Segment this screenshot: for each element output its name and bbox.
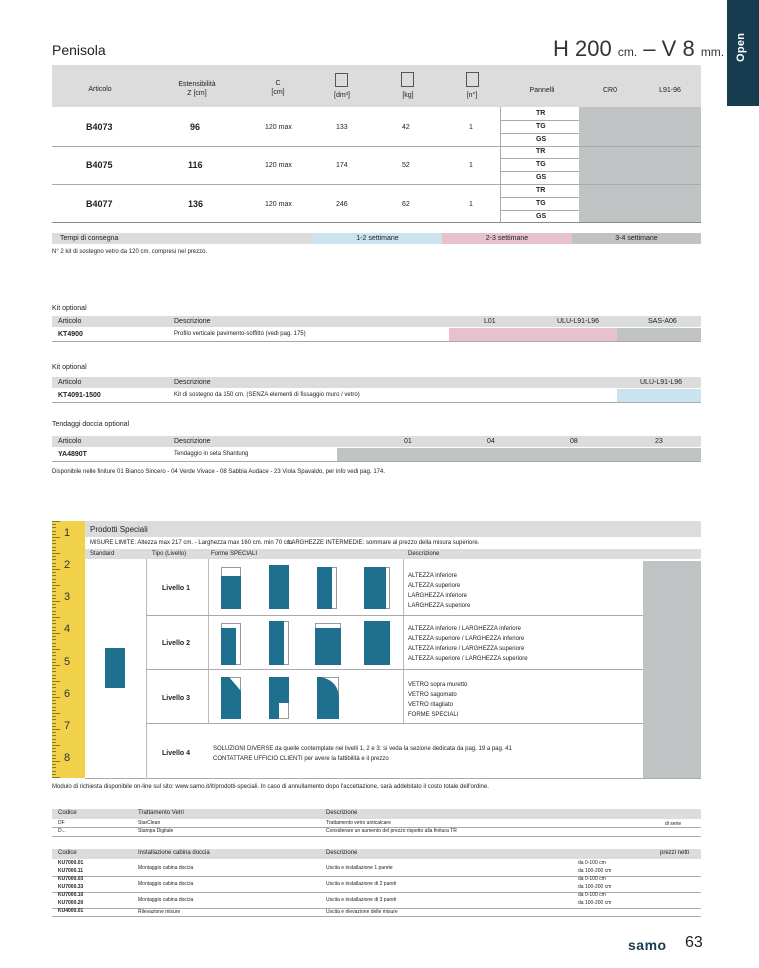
speciali-title-band bbox=[85, 521, 701, 537]
level-1-desc bbox=[408, 571, 470, 611]
speciali-col-border bbox=[403, 559, 404, 723]
ruler-tick bbox=[52, 774, 56, 775]
ruler-tick bbox=[52, 652, 56, 653]
ruler-tick bbox=[52, 585, 60, 586]
header-estensibilita-unit: Z [cm] bbox=[187, 90, 207, 97]
panel-code: GS bbox=[536, 213, 547, 220]
standard-glass-shape bbox=[105, 648, 125, 688]
panel-code: TG bbox=[536, 200, 546, 207]
header-pieces-unit: [n°] bbox=[466, 92, 478, 99]
trattamento-h-name: Trattamento Vetri bbox=[138, 810, 184, 816]
ruler-tick bbox=[52, 681, 60, 682]
ruler-number: 1 bbox=[64, 527, 71, 539]
ruler-tick bbox=[52, 662, 56, 663]
panel-divider bbox=[500, 197, 579, 198]
ruler-tick bbox=[52, 739, 56, 740]
trattamento-desc: Considerare un aumento del prezzo rispetto alla finitura TR bbox=[326, 828, 457, 834]
delivery-1-2 bbox=[313, 233, 442, 244]
ruler-tick bbox=[52, 531, 56, 532]
section-tab bbox=[727, 0, 759, 106]
delivery-3-4-label: 3-4 settimane bbox=[615, 235, 658, 242]
level-3-desc bbox=[408, 680, 467, 720]
ruler-tick bbox=[52, 623, 56, 624]
special-shape bbox=[221, 576, 241, 609]
kit1-code: KT4900 bbox=[58, 331, 83, 338]
installazione-code: KU7000.10 bbox=[58, 892, 84, 898]
weight-icon bbox=[401, 72, 414, 87]
installazione-rows bbox=[52, 860, 701, 916]
installazione-code: KU7000.11 bbox=[58, 868, 84, 874]
speciali-h-desc: Descrizione bbox=[408, 551, 440, 557]
kit1-header bbox=[52, 316, 701, 327]
kit2-h-ulu: ULU-L91-L96 bbox=[640, 379, 683, 386]
row-weight: 52 bbox=[402, 162, 410, 169]
kit2-price-ulu bbox=[617, 389, 701, 402]
special-shape bbox=[364, 621, 390, 665]
header-l91: L91-96 bbox=[659, 87, 681, 94]
level-desc-line: VETRO ritagliato bbox=[408, 702, 454, 708]
tendaggi-price bbox=[337, 448, 701, 461]
trattamento-code: DF bbox=[58, 820, 65, 826]
special-shape bbox=[317, 567, 332, 609]
ruler-tick bbox=[52, 758, 56, 759]
speciali-col-border bbox=[208, 559, 209, 723]
measuring-tape bbox=[52, 521, 85, 778]
ruler-tick bbox=[52, 655, 56, 656]
ruler-tick bbox=[52, 755, 56, 756]
ruler-tick bbox=[52, 719, 56, 720]
level-desc-line: ALTEZZA inferiore / LARGHEZZA superiore bbox=[408, 646, 525, 652]
ruler-tick bbox=[52, 543, 56, 544]
price-column-bg bbox=[579, 107, 701, 223]
height-unit: cm. bbox=[617, 45, 638, 59]
kit2-desc: Kit di sostegno da 150 cm. (SENZA elementi di fissaggio muro / vetro) bbox=[174, 392, 360, 398]
ruler-tick bbox=[52, 559, 56, 560]
tendaggi-header bbox=[52, 436, 701, 447]
row-volume: 133 bbox=[336, 124, 348, 131]
ruler-number: 2 bbox=[64, 559, 71, 572]
special-shape bbox=[315, 628, 341, 665]
panel-code: GS bbox=[536, 136, 547, 143]
panel-divider bbox=[500, 171, 579, 172]
ruler-tick bbox=[52, 521, 60, 522]
speciali-h-tipo: Tipo (Livello) bbox=[152, 551, 187, 557]
kit1-price-l01 bbox=[449, 328, 617, 341]
kit2-h-descrizione: Descrizione bbox=[174, 379, 211, 386]
ruler-number: 6 bbox=[64, 687, 71, 700]
tendaggi-desc: Tendaggio in seta Shantung bbox=[174, 451, 249, 457]
installazione-desc: Uscita e installazione di 2 pareti bbox=[326, 881, 397, 887]
kit1-label: Kit optional bbox=[52, 305, 87, 312]
speciali-limits: MISURE LIMITE: Altezza max 217 cm. - Larghezza max 160 cm. min 70 cm. bbox=[90, 540, 294, 546]
ruler-tick bbox=[52, 771, 56, 772]
panel-code: TR bbox=[536, 148, 546, 155]
ruler-tick bbox=[52, 684, 56, 685]
ruler-tick bbox=[52, 579, 56, 580]
row-c: 120 max bbox=[265, 201, 292, 208]
trattamento-h-codice: Codice bbox=[58, 810, 77, 816]
row-code: B4075 bbox=[86, 160, 113, 170]
level-4-desc bbox=[213, 744, 512, 764]
ruler-tick bbox=[52, 742, 56, 743]
special-shape bbox=[364, 567, 386, 609]
level-name: Livello 2 bbox=[162, 640, 191, 647]
brand-logo: samo bbox=[628, 937, 667, 953]
trattamento-bottom bbox=[52, 836, 701, 837]
level-desc-line: CONTATTARE UFFICIO CLIENTI per avere la fattibilità e il prezzo bbox=[213, 756, 389, 762]
pieces-icon bbox=[466, 72, 479, 87]
ruler-tick bbox=[52, 767, 56, 768]
page-title: Penisola bbox=[52, 42, 106, 58]
header-estensibilita-label: Estensibilità bbox=[178, 81, 216, 88]
row-c: 120 max bbox=[265, 162, 292, 169]
ruler-tick bbox=[52, 633, 60, 634]
installazione-name: Montaggio cabina doccia bbox=[138, 865, 194, 871]
level-desc-line: ALTEZZA inferiore / LARGHEZZA inferiore bbox=[408, 626, 521, 632]
row-code: B4073 bbox=[86, 122, 113, 132]
row-pieces: 1 bbox=[469, 124, 473, 131]
row-code: B4077 bbox=[86, 199, 113, 209]
ruler-tick bbox=[52, 556, 56, 557]
tendaggi-h-04: 04 bbox=[487, 438, 495, 445]
ruler-tick bbox=[52, 735, 56, 736]
ruler-tick bbox=[52, 694, 56, 695]
installazione-name: Montaggio cabina doccia bbox=[138, 897, 194, 903]
ruler-tick bbox=[52, 588, 56, 589]
row-weight: 62 bbox=[402, 201, 410, 208]
ruler-tick bbox=[52, 569, 60, 570]
speciali-h-forme: Forme SPECIALI bbox=[211, 551, 258, 557]
special-shape bbox=[269, 565, 289, 609]
ruler-tick bbox=[52, 761, 60, 762]
header-c bbox=[258, 79, 298, 97]
row-volume: 246 bbox=[336, 201, 348, 208]
trattamento-code: D... bbox=[58, 828, 66, 834]
arched-glass-shape bbox=[317, 677, 339, 719]
ruler-number: 7 bbox=[64, 719, 71, 732]
page-number: 63 bbox=[685, 934, 703, 951]
level-desc-line: VETRO sagomato bbox=[408, 692, 457, 698]
installazione-divider bbox=[52, 916, 701, 917]
tendaggi-h-08: 08 bbox=[570, 438, 578, 445]
dims-separator: – bbox=[637, 36, 662, 61]
ruler-number: 5 bbox=[64, 655, 71, 668]
ruler-tick bbox=[52, 777, 60, 778]
installazione-h-codice: Codice bbox=[58, 850, 77, 856]
trattamento-desc: Trattamento vetro anticalcare bbox=[326, 820, 391, 826]
ruler-tick bbox=[52, 751, 56, 752]
ruler-tick bbox=[52, 649, 60, 650]
tendaggi-h-01: 01 bbox=[404, 438, 412, 445]
section-tab-label: Open bbox=[735, 32, 747, 62]
ruler-tick bbox=[52, 748, 56, 749]
ruler-tick bbox=[52, 611, 56, 612]
ruler-tick bbox=[52, 636, 56, 637]
main-table-note: N° 2 kit di sostegno vetro da 120 cm. compresi nel prezzo. bbox=[52, 249, 208, 255]
panel-divider bbox=[500, 210, 579, 211]
delivery-2-3 bbox=[442, 233, 572, 244]
speciali-title: Prodotti Speciali bbox=[90, 525, 148, 534]
tendaggi-h-23: 23 bbox=[655, 438, 663, 445]
kit1-h-ulu: ULU-L91-L96 bbox=[557, 318, 600, 325]
level-desc-line: ALTEZZA superiore / LARGHEZZA inferiore bbox=[408, 636, 525, 642]
ruler-tick bbox=[52, 713, 60, 714]
installazione-range: da 100-200 cm bbox=[578, 868, 612, 874]
header-volume-unit: [dm³] bbox=[334, 92, 350, 99]
panel-code: TR bbox=[536, 187, 546, 194]
installazione-range: da 0-100 cm bbox=[578, 892, 606, 898]
delivery-label: Tempi di consegna bbox=[60, 235, 119, 242]
tendaggi-code: YA4890T bbox=[58, 451, 87, 458]
tendaggi-label: Tendaggi doccia optional bbox=[52, 421, 130, 428]
ruler-tick bbox=[52, 697, 60, 698]
installazione-code: KU4000.01 bbox=[58, 908, 84, 914]
installazione-code: KU7000.03 bbox=[58, 876, 84, 882]
kit2-label: Kit optional bbox=[52, 364, 87, 371]
tendaggi-h-articolo: Articolo bbox=[58, 438, 82, 445]
installazione-range: da 0-100 cm bbox=[578, 876, 606, 882]
ruler-tick bbox=[52, 627, 56, 628]
ruler-tick bbox=[52, 646, 56, 647]
ruler-tick bbox=[52, 575, 56, 576]
ruler-tick bbox=[52, 630, 56, 631]
kit1-price-sas bbox=[617, 328, 701, 341]
panel-divider bbox=[500, 158, 579, 159]
ruler-number: 4 bbox=[64, 623, 71, 636]
installazione-header bbox=[52, 849, 701, 859]
special-shape bbox=[269, 621, 284, 665]
speciali-price-col bbox=[643, 561, 701, 778]
panel-divider bbox=[500, 120, 579, 121]
ruler-tick bbox=[52, 678, 56, 679]
level-divider bbox=[146, 723, 643, 724]
level-desc-line: SOLUZIONI DIVERSE da quelle contemplate nei livelli 1, 2 e 3: si veda la sezione dedicata da pag. 19 a pag. 41 bbox=[213, 746, 512, 752]
special-shape bbox=[221, 628, 236, 665]
level-desc-line: ALTEZZA superiore bbox=[408, 583, 461, 589]
level-name: Livello 4 bbox=[162, 750, 191, 757]
header-cr0: CR0 bbox=[602, 87, 617, 94]
panel-code: GS bbox=[536, 174, 547, 181]
ruler-tick bbox=[52, 729, 60, 730]
level-name: Livello 3 bbox=[162, 695, 191, 702]
sloped-glass-shape bbox=[221, 677, 241, 719]
kit1-h-sas: SAS-A06 bbox=[648, 318, 677, 325]
ruler-tick bbox=[52, 598, 56, 599]
installazione-range: da 100-200 cm bbox=[578, 884, 612, 890]
row-z: 96 bbox=[190, 122, 201, 132]
panel-code: TG bbox=[536, 123, 546, 130]
row-divider bbox=[52, 222, 701, 223]
ruler-tick bbox=[52, 723, 56, 724]
row-z: 136 bbox=[188, 199, 204, 209]
ruler-tick bbox=[52, 687, 56, 688]
kit1-desc: Profilo verticale pavimento-soffitto (vedi pag. 175) bbox=[174, 331, 306, 337]
ruler-tick bbox=[52, 665, 60, 666]
trattamento-name: Stampa Digitale bbox=[138, 828, 174, 834]
kit2-bottom bbox=[52, 402, 701, 403]
header-estensibilita bbox=[165, 80, 229, 98]
ruler-tick bbox=[52, 703, 56, 704]
installazione-desc: Uscita e installazione di 3 pareti bbox=[326, 897, 397, 903]
ruler-tick bbox=[52, 550, 56, 551]
ruler-tick bbox=[52, 659, 56, 660]
ruler-tick bbox=[52, 668, 56, 669]
ruler-tick bbox=[52, 639, 56, 640]
panel-code: TR bbox=[536, 110, 546, 117]
installazione-desc: Uscita e installazione 1 parete bbox=[326, 865, 393, 871]
ruler-tick bbox=[52, 732, 56, 733]
ruler-tick bbox=[52, 595, 56, 596]
ruler-tick bbox=[52, 607, 56, 608]
speciali-note: Modulo di richiesta disponibile on-line sul sito: www.samo.it/it/prodotti-speciali. In caso di annullamento dopo l'accettazione, sarà addebitato il costo totale dell'ordine. bbox=[52, 784, 489, 790]
ruler-number: 8 bbox=[64, 751, 71, 764]
kit2-code: KT4091-1500 bbox=[58, 392, 101, 399]
height-value: H 200 bbox=[553, 36, 612, 61]
tendaggi-note: Disponibile nelle finiture 01 Bianco Sincero - 04 Verde Vivace - 08 Sabbia Audace - 23 Viola Spavaldo, per info vedi pag. 174. bbox=[52, 469, 385, 475]
ruler-tick bbox=[52, 537, 60, 538]
panel-col-left-border bbox=[500, 107, 501, 223]
installazione-name: Montaggio cabina doccia bbox=[138, 881, 194, 887]
panel-divider bbox=[500, 133, 579, 134]
header-pannelli: Pannelli bbox=[529, 87, 555, 94]
ruler-tick bbox=[52, 563, 56, 564]
level-divider bbox=[146, 615, 643, 616]
trattamento-extra: di serie bbox=[665, 821, 682, 827]
ruler-tick bbox=[52, 726, 56, 727]
kit1-h-articolo: Articolo bbox=[58, 318, 82, 325]
ruler-tick bbox=[52, 566, 56, 567]
ruler-tick bbox=[52, 675, 56, 676]
row-weight: 42 bbox=[402, 124, 410, 131]
ruler-number: 3 bbox=[64, 591, 71, 604]
ruler-tick bbox=[52, 745, 60, 746]
row-z: 116 bbox=[188, 160, 203, 170]
level-desc-line: LARGHEZZA superiore bbox=[408, 603, 471, 609]
dimensions-heading bbox=[553, 36, 724, 62]
installazione-desc: Uscita e rilevazione delle misure bbox=[326, 909, 398, 915]
kit2-h-articolo: Articolo bbox=[58, 379, 82, 386]
ruler-tick bbox=[52, 601, 60, 602]
header-c-unit: [cm] bbox=[271, 89, 285, 96]
header-weight-unit: [kg] bbox=[402, 92, 414, 99]
delivery-1-2-label: 1-2 settimane bbox=[356, 235, 399, 242]
kit1-bottom bbox=[52, 341, 701, 342]
level-desc-line: FORME SPECIALI bbox=[408, 712, 459, 718]
installazione-h-name: Installazione cabina doccia bbox=[138, 850, 210, 856]
row-pieces: 1 bbox=[469, 162, 473, 169]
installazione-range: da 0-100 cm bbox=[578, 860, 606, 866]
special-shape bbox=[269, 677, 289, 703]
ruler-tick bbox=[52, 614, 56, 615]
installazione-code: KU7000.20 bbox=[58, 900, 84, 906]
installazione-h-prezzi: prezzi netti bbox=[660, 850, 690, 856]
tendaggi-bottom bbox=[52, 461, 701, 462]
ruler-tick bbox=[52, 547, 56, 548]
ruler-tick bbox=[52, 617, 60, 618]
installazione-range: da 100-200 cm bbox=[578, 900, 612, 906]
ruler-tick bbox=[52, 643, 56, 644]
speciali-intermediate: LARGHEZZE INTERMEDIE: sommare al prezzo della misura superiore. bbox=[288, 540, 480, 546]
row-divider bbox=[52, 146, 701, 147]
row-divider bbox=[52, 184, 701, 185]
level-desc-line: ALTEZZA superiore / LARGHEZZA superiore bbox=[408, 656, 528, 662]
ruler-tick bbox=[52, 524, 56, 525]
level-name: Livello 1 bbox=[162, 585, 191, 592]
volume-icon bbox=[335, 73, 348, 87]
trattamento-name: StarClean bbox=[138, 820, 161, 826]
tendaggi-h-descrizione: Descrizione bbox=[174, 438, 211, 445]
kit2-header bbox=[52, 377, 701, 388]
installazione-code: KU7000.33 bbox=[58, 884, 84, 890]
ruler-tick bbox=[52, 691, 56, 692]
ruler-tick bbox=[52, 764, 56, 765]
ruler-tick bbox=[52, 572, 56, 573]
thickness-unit: mm. bbox=[700, 45, 725, 59]
header-c-label: C bbox=[275, 80, 281, 87]
ruler-tick bbox=[52, 716, 56, 717]
row-volume: 174 bbox=[336, 162, 348, 169]
delivery-2-3-label: 2-3 settimane bbox=[485, 235, 529, 242]
row-pieces: 1 bbox=[469, 201, 473, 208]
installazione-h-desc: Descrizione bbox=[326, 850, 358, 856]
level-desc-line: VETRO sopra muretto bbox=[408, 682, 468, 688]
ruler-tick bbox=[52, 671, 56, 672]
level-desc-line: LARGHEZZA inferiore bbox=[408, 593, 468, 599]
ruler-tick bbox=[52, 604, 56, 605]
panel-code: TG bbox=[536, 161, 546, 168]
ruler-tick bbox=[52, 707, 56, 708]
level-desc-line: ALTEZZA inferiore bbox=[408, 573, 457, 579]
installazione-name: Rilevazione misure bbox=[138, 909, 181, 915]
kit1-h-l01: L01 bbox=[484, 318, 496, 325]
ruler-tick bbox=[52, 540, 56, 541]
ruler-tick bbox=[52, 710, 56, 711]
special-shape bbox=[269, 703, 279, 719]
ruler-tick bbox=[52, 700, 56, 701]
ruler-tick bbox=[52, 591, 56, 592]
level-divider bbox=[146, 669, 643, 670]
installazione-code: KU7000.01 bbox=[58, 860, 84, 866]
delivery-3-4 bbox=[572, 233, 701, 244]
ruler-tick bbox=[52, 620, 56, 621]
level-2-desc bbox=[408, 624, 528, 664]
trattamento-header bbox=[52, 809, 701, 819]
ruler-tick bbox=[52, 553, 60, 554]
header-articolo: Articolo bbox=[88, 86, 112, 93]
ruler-tick bbox=[52, 534, 56, 535]
speciali-bottom bbox=[85, 778, 701, 779]
trattamento-h-desc: Descrizione bbox=[326, 810, 358, 816]
kit1-h-descrizione: Descrizione bbox=[174, 318, 211, 325]
ruler-tick bbox=[52, 582, 56, 583]
ruler-tick bbox=[52, 527, 56, 528]
thickness-value: V 8 bbox=[661, 36, 695, 61]
speciali-h-standard: Standard bbox=[90, 551, 115, 557]
row-c: 120 max bbox=[265, 124, 292, 131]
